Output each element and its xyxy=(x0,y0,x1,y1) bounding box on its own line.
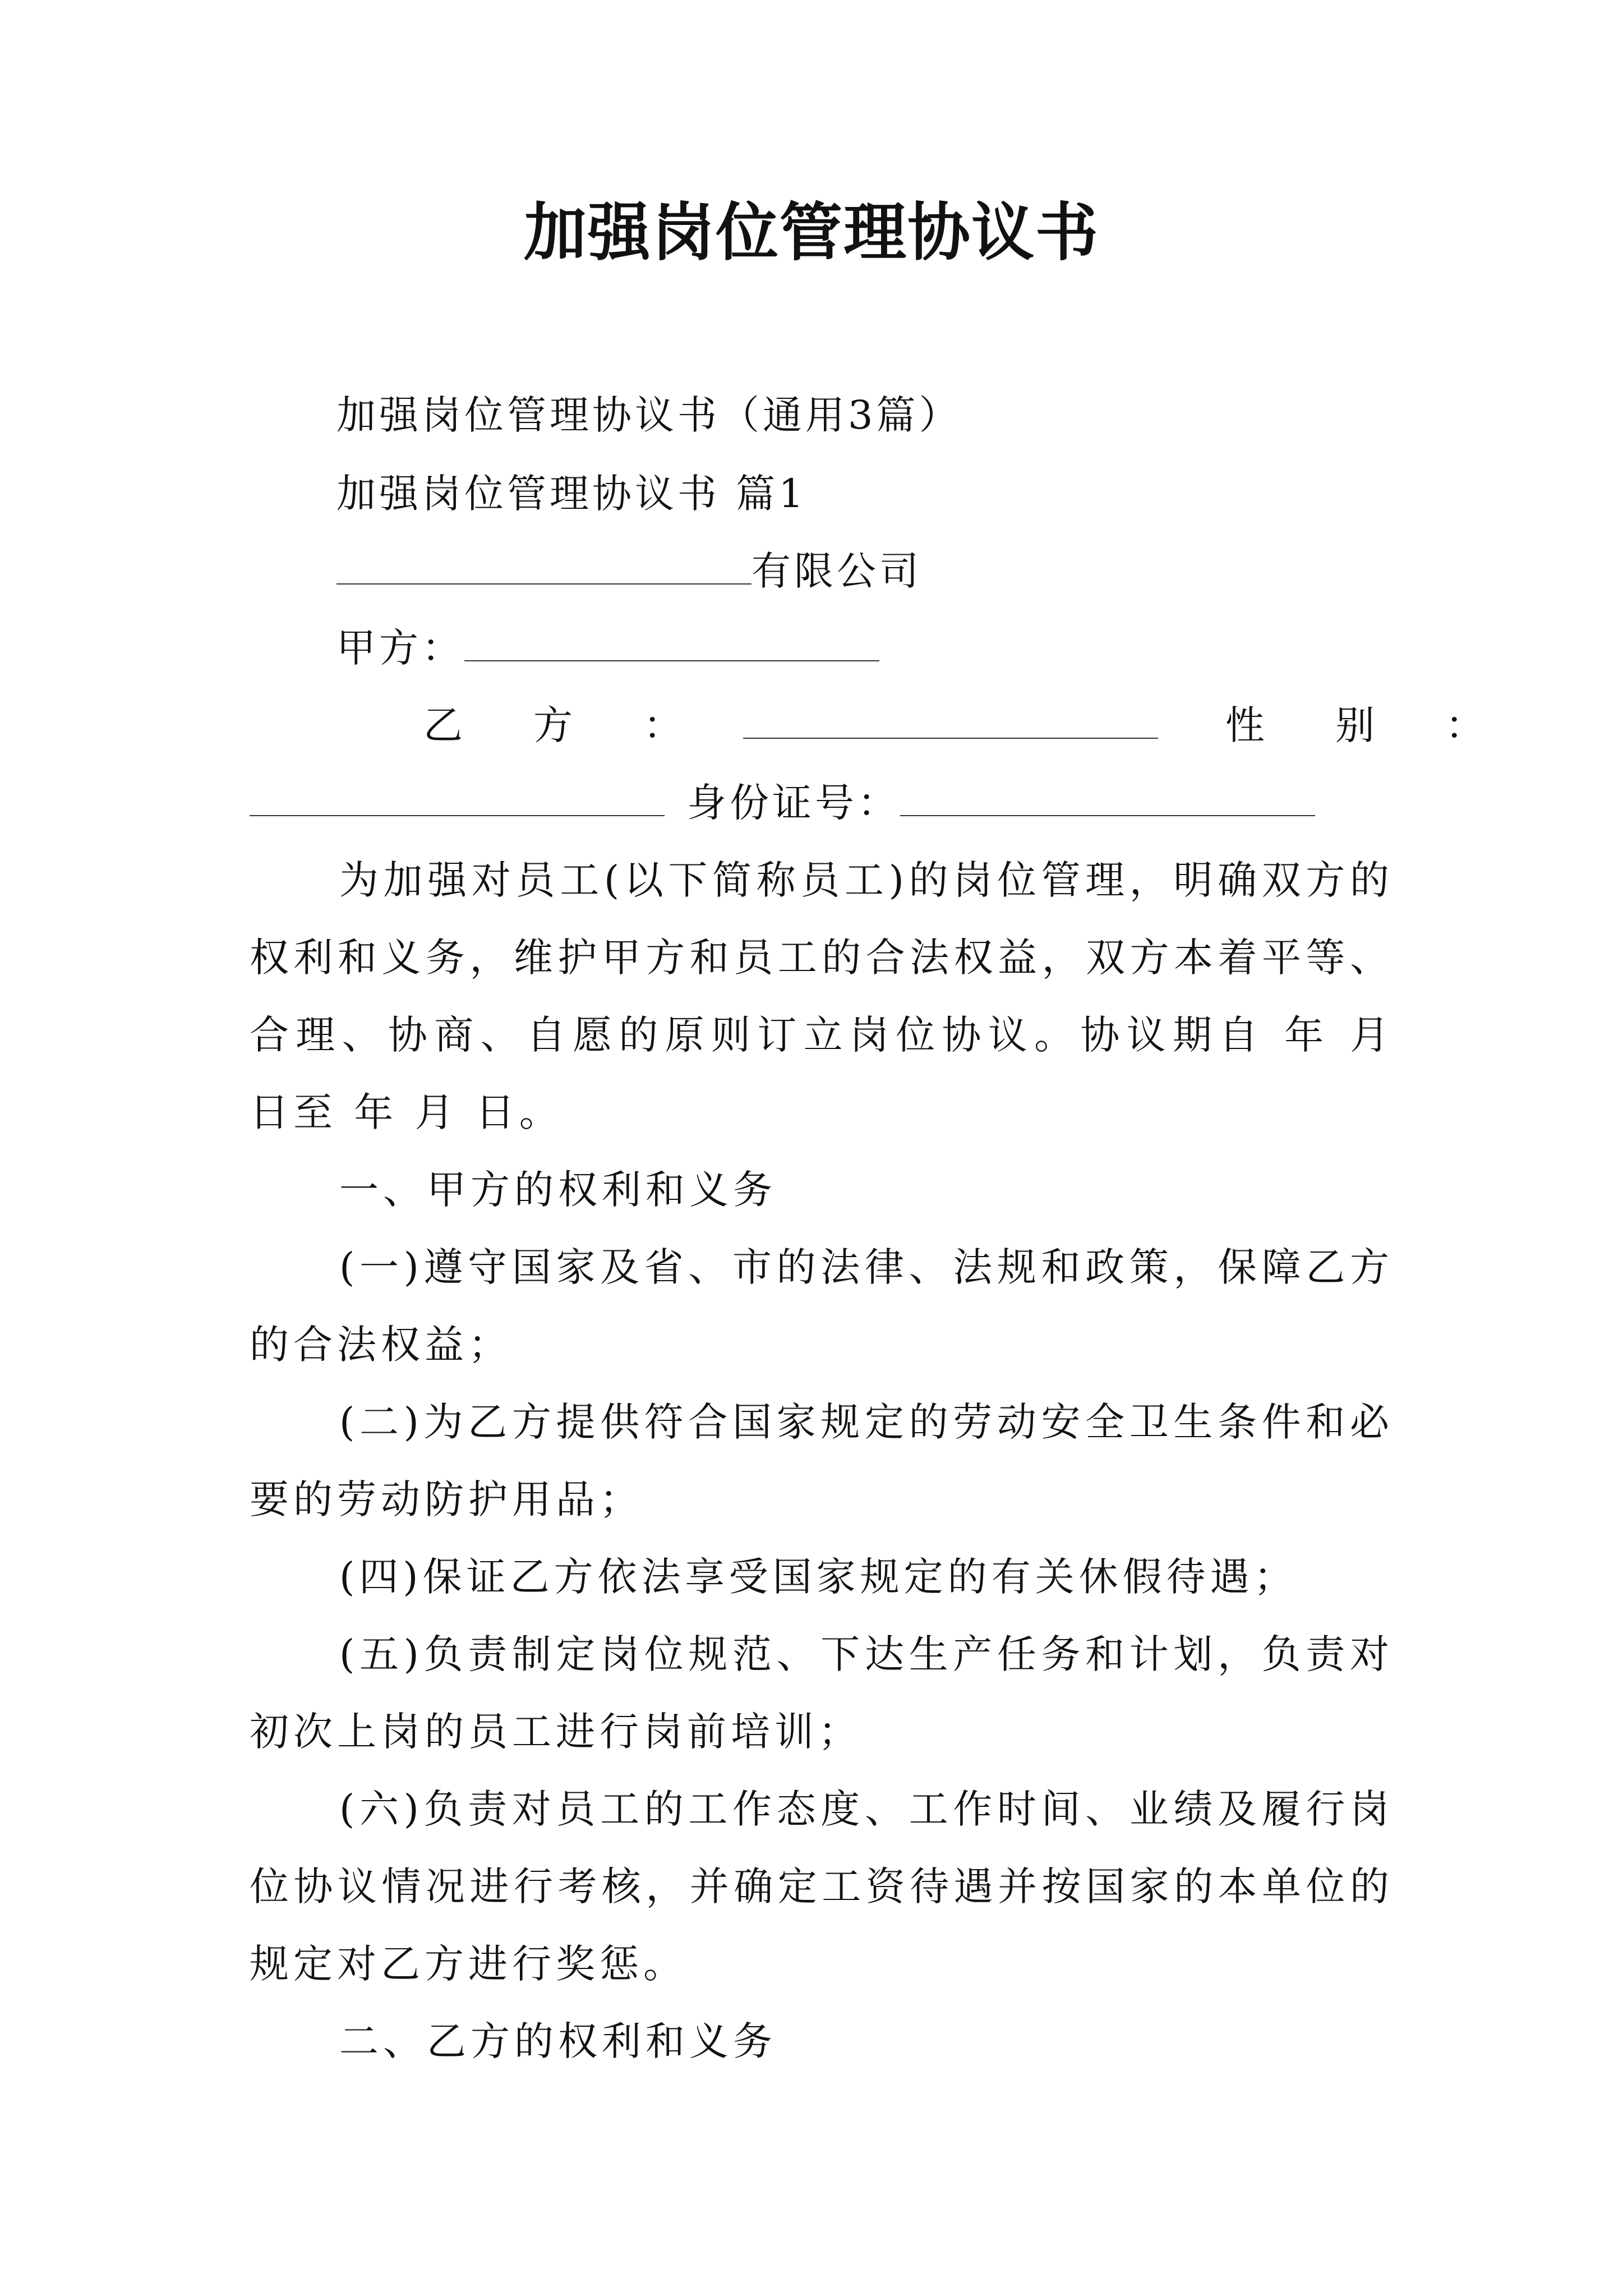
party-b-label: 乙 方 ： xyxy=(423,702,698,748)
party-b-blank[interactable] xyxy=(743,698,1158,739)
intro-paragraph: 为加强对员工(以下简称员工)的岗位管理，明确双方的权利和义务，维护甲方和员工的合法权益，双方本着平等、合理、协商、自愿的原则订立岗位协议。协议期自 年 月 日至 年 月 日。 xyxy=(250,857,1394,1135)
clause-5: (五)负责制定岗位规范、下达生产任务和计划，负责对初次上岗的员工进行岗前培训； xyxy=(250,1631,1394,1755)
gender-blank[interactable] xyxy=(250,776,665,816)
chapter-heading: 加强岗位管理协议书 篇1 xyxy=(336,471,807,517)
section-1-heading: 一、甲方的权利和义务 xyxy=(339,1167,777,1213)
document-subtitle: 加强岗位管理协议书（通用3篇） xyxy=(336,392,962,438)
id-line xyxy=(250,775,1315,831)
gender-label: 性 别 ： xyxy=(1225,702,1500,748)
document-title: 加强岗位管理协议书 xyxy=(524,196,1099,269)
clause-6: (六)负责对员工的工作态度、工作时间、业绩及履行岗位协议情况进行考核，并确定工资待遇并按国家的本单位的规定对乙方进行奖惩。 xyxy=(250,1786,1394,1987)
company-line xyxy=(336,543,922,599)
clause-4: (四)保证乙方依法享受国家规定的有关休假待遇； xyxy=(339,1554,1298,1600)
company-name-blank[interactable] xyxy=(336,544,751,585)
id-number-blank[interactable] xyxy=(900,776,1315,816)
clause-2: (二)为乙方提供符合国家规定的劳动安全卫生条件和必要的劳动防护用品； xyxy=(250,1399,1394,1522)
party-a-label: 甲方： xyxy=(336,625,464,671)
id-label: 身份证号： xyxy=(687,780,900,826)
party-a-line xyxy=(336,620,879,676)
section-2-heading: 二、乙方的权利和义务 xyxy=(339,2018,777,2064)
party-b-line xyxy=(423,697,1500,753)
party-a-blank[interactable] xyxy=(464,621,879,661)
company-suffix: 有限公司 xyxy=(751,548,922,594)
clause-1: (一)遵守国家及省、市的法律、法规和政策，保障乙方的合法权益； xyxy=(250,1244,1394,1368)
